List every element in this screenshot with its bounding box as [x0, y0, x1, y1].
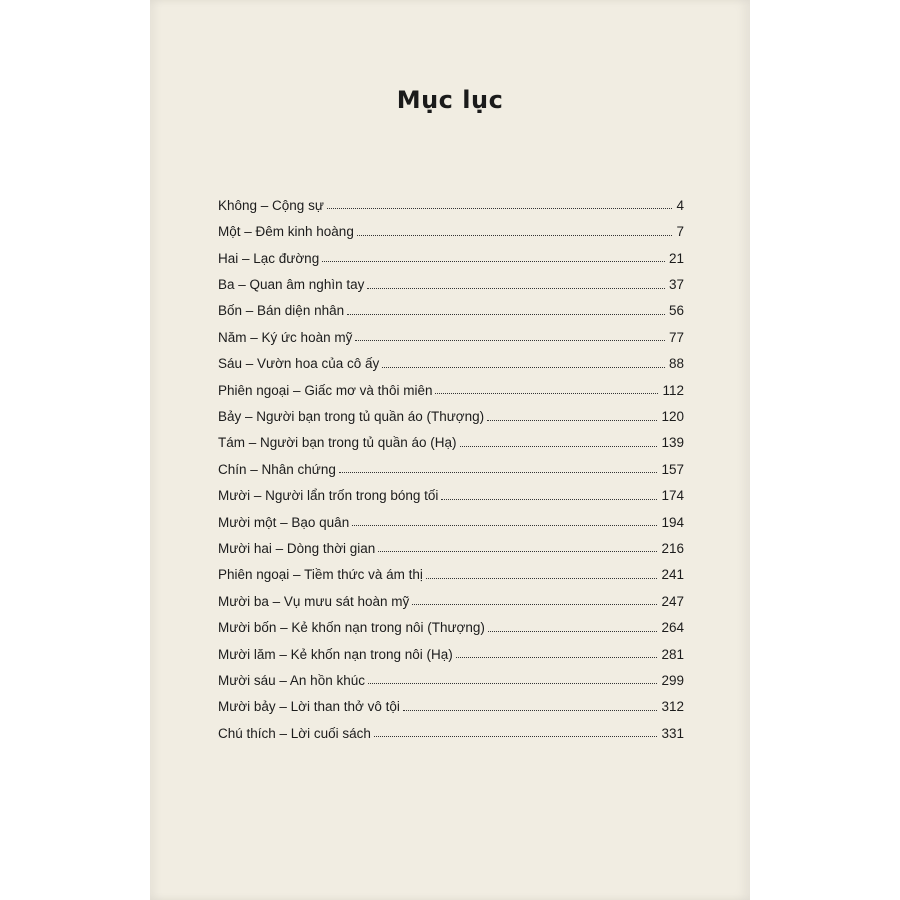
toc-entry-page-number: 331	[661, 725, 684, 741]
toc-entry-page-number: 37	[668, 277, 684, 293]
toc-entry-label: Phiên ngoại – Tiềm thức và ám thị	[218, 567, 423, 583]
toc-entry-page-number: 139	[661, 435, 684, 451]
toc-entry-label: Mười lăm – Kẻ khốn nạn trong nôi (Hạ)	[218, 646, 453, 662]
toc-entry	[218, 212, 684, 238]
toc-entry	[218, 239, 684, 265]
toc-entry-label: Chú thích – Lời cuối sách	[218, 725, 371, 741]
toc-entry	[218, 555, 684, 581]
toc-entry	[218, 265, 684, 291]
toc-entry	[218, 582, 684, 608]
toc-entry-label: Ba – Quan âm nghìn tay	[218, 277, 365, 293]
toc-entry-label: Sáu – Vườn hoa của cô ấy	[218, 356, 380, 372]
toc-entry-label: Hai – Lạc đường	[218, 250, 320, 266]
toc-entry	[218, 450, 684, 476]
toc-entry-page-number: 312	[661, 699, 684, 715]
toc-entry-label: Mười ba – Vụ mưu sát hoàn mỹ	[218, 593, 410, 609]
toc-entry-label: Bốn – Bán diện nhân	[218, 303, 345, 319]
toc-entry-label: Mười sáu – An hồn khúc	[218, 672, 365, 688]
toc-entry-page-number: 194	[661, 514, 684, 530]
toc-entry-label: Mười – Người lẩn trốn trong bóng tối	[218, 488, 439, 504]
toc-entry-label: Bảy – Người bạn trong tủ quần áo (Thượng)	[218, 409, 485, 425]
toc-entry-label: Chín – Nhân chứng	[218, 461, 336, 477]
toc-entry-page-number: 56	[668, 303, 684, 319]
dot-leader	[403, 710, 658, 711]
dot-leader	[347, 314, 665, 315]
toc-entry	[218, 529, 684, 555]
toc-entry-page-number: 264	[661, 620, 684, 636]
page-title: Mục lục	[396, 86, 504, 114]
dot-leader	[456, 657, 658, 658]
dot-leader	[412, 604, 657, 605]
toc-entry-page-number: 112	[662, 382, 684, 398]
table-of-contents	[218, 186, 684, 740]
dot-leader	[441, 499, 657, 500]
toc-entry-page-number: 77	[668, 329, 684, 345]
dot-leader	[327, 208, 673, 209]
dot-leader	[460, 446, 658, 447]
toc-entry	[218, 344, 684, 370]
toc-entry-page-number: 21	[668, 250, 684, 266]
dot-leader	[322, 261, 665, 262]
dot-leader	[426, 578, 658, 579]
toc-entry-page-number: 7	[676, 224, 684, 240]
toc-entry-label: Mười bảy – Lời than thở vô tội	[218, 699, 400, 715]
dot-leader	[352, 525, 657, 526]
dot-leader	[487, 420, 657, 421]
toc-entry-page-number: 281	[661, 646, 684, 662]
toc-entry-page-number: 299	[661, 672, 684, 688]
toc-entry	[218, 292, 684, 318]
dot-leader	[357, 235, 673, 236]
dot-leader	[435, 393, 658, 394]
toc-entry-label: Một – Đêm kinh hoàng	[218, 224, 354, 240]
toc-entry	[218, 371, 684, 397]
toc-entry	[218, 318, 684, 344]
toc-entry	[218, 424, 684, 450]
toc-entry-label: Mười một – Bạo quân	[218, 514, 350, 530]
toc-entry-page-number: 216	[661, 540, 684, 556]
toc-entry-page-number: 4	[676, 197, 684, 213]
toc-entry-label: Không – Cộng sự	[218, 197, 324, 213]
dot-leader	[355, 340, 665, 341]
toc-entry-page-number: 120	[661, 409, 684, 425]
toc-entry-label: Phiên ngoại – Giấc mơ và thôi miên	[218, 382, 433, 398]
dot-leader	[368, 683, 657, 684]
toc-entry-label: Tám – Người bạn trong tủ quần áo (Hạ)	[218, 435, 457, 451]
dot-leader	[378, 551, 657, 552]
book-page	[150, 0, 750, 900]
toc-entry	[218, 608, 684, 634]
toc-entry	[218, 687, 684, 713]
toc-entry-label: Mười hai – Dòng thời gian	[218, 540, 376, 556]
toc-entry-page-number: 157	[661, 461, 684, 477]
toc-entry	[218, 503, 684, 529]
toc-entry	[218, 186, 684, 212]
toc-entry-page-number: 241	[661, 567, 684, 583]
dot-leader	[367, 288, 665, 289]
toc-entry	[218, 476, 684, 502]
dot-leader	[374, 736, 658, 737]
toc-entry-page-number: 247	[661, 593, 684, 609]
dot-leader	[488, 631, 658, 632]
toc-entry	[218, 397, 684, 423]
toc-entry-label: Năm – Ký ức hoàn mỹ	[218, 329, 353, 345]
toc-entry-page-number: 88	[668, 356, 684, 372]
dot-leader	[339, 472, 658, 473]
toc-entry-label: Mười bốn – Kẻ khốn nạn trong nôi (Thượng)	[218, 620, 485, 636]
dot-leader	[382, 367, 665, 368]
toc-entry-page-number: 174	[661, 488, 684, 504]
toc-entry	[218, 635, 684, 661]
toc-entry	[218, 661, 684, 687]
toc-entry	[218, 714, 684, 740]
